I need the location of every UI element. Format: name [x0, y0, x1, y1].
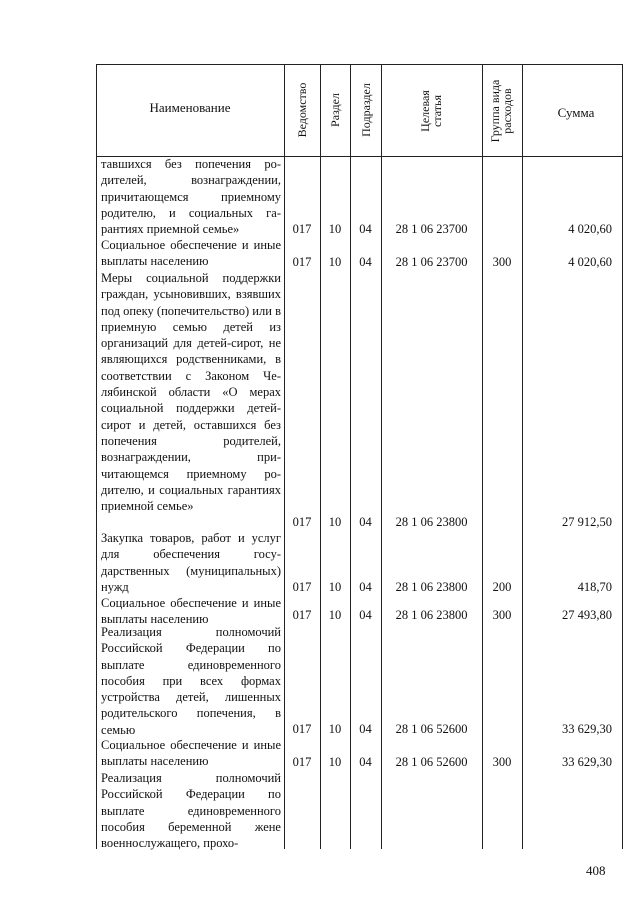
- row-department: 017: [292, 255, 312, 269]
- row-subsection: 04: [359, 608, 372, 622]
- row-sum: 33 629,30: [562, 722, 612, 736]
- row-target: 28 1 06 23700: [395, 222, 468, 236]
- row-section: 10: [328, 255, 342, 269]
- row-target: 28 1 06 23800: [395, 608, 468, 622]
- header-target-line1: Целевая: [418, 90, 432, 132]
- row-group: 200: [492, 580, 512, 594]
- row-subsection: 04: [359, 222, 372, 236]
- row-target: 28 1 06 23800: [395, 580, 468, 594]
- row-section: 10: [328, 222, 342, 236]
- row-name: Реализация полномочий Российской Федерации по выплате единовременного пособия беременной жене военнослужащего, прохо-: [101, 771, 281, 851]
- row-target: 28 1 06 52600: [395, 755, 468, 769]
- row-department: 017: [292, 580, 312, 594]
- row-section: 10: [328, 515, 342, 529]
- header-group: [489, 66, 515, 156]
- row-name: Социальное обеспечение и иные выплаты населению: [101, 596, 281, 627]
- row-target: 28 1 06 23800: [395, 515, 468, 529]
- col-border-5: [482, 64, 483, 849]
- row-name: Меры социальной поддержки граждан, усыновивших, взявших под опеку (попечительство) или в приемную семью детей из организаций для детей-сирот, не являющихся родственниками, в соответствии с Законом Челябинской области «О мерах социальной поддержки детей-сирот и детей, оставшихся без попечения родителей, вознаграждении, причитающемся приемному родителю, и социальных гарантиях приемной семье»: [101, 271, 281, 514]
- col-border-7: [622, 64, 623, 849]
- row-group: 300: [492, 255, 512, 269]
- header-section: [329, 65, 341, 155]
- row-name: Закупка товаров, работ и услуг для обеспечения государственных (муниципальных) нужд: [101, 531, 281, 594]
- row-subsection: 04: [359, 722, 372, 736]
- row-sum: 4 020,60: [568, 222, 612, 236]
- row-name: Реализация полномочий Российской Федерации по выплате единовременного пособия при всех формах устройства детей, лишенных родительского попечения, в семью: [101, 625, 281, 737]
- row-department: 017: [292, 515, 312, 529]
- row-target: 28 1 06 52600: [395, 722, 468, 736]
- header-sum: Сумма: [557, 105, 595, 120]
- row-department: 017: [292, 722, 312, 736]
- row-sum: 4 020,60: [568, 255, 612, 269]
- row-group: 300: [492, 608, 512, 622]
- header-group-line1: Группа вида: [488, 79, 502, 143]
- row-subsection: 04: [359, 515, 372, 529]
- row-sum: 418,70: [577, 580, 612, 594]
- row-section: 10: [328, 755, 342, 769]
- row-department: 017: [292, 222, 312, 236]
- header-subsection-text: Подраздел: [359, 83, 373, 137]
- header-target: [419, 66, 445, 156]
- row-subsection: 04: [359, 755, 372, 769]
- row-section: 10: [328, 580, 342, 594]
- row-name: Социальное обеспечение и иные выплаты населению: [101, 738, 281, 769]
- page-number: 408: [586, 863, 606, 878]
- header-target-line2: статья: [430, 95, 444, 127]
- row-subsection: 04: [359, 255, 372, 269]
- row-section: 10: [328, 722, 342, 736]
- header-subsection: [360, 65, 372, 155]
- col-border-0: [96, 64, 97, 849]
- row-sum: 27 912,50: [562, 515, 612, 529]
- row-sum: 33 629,30: [562, 755, 612, 769]
- header-group-line2: расходов: [500, 88, 514, 134]
- row-subsection: 04: [359, 580, 372, 594]
- row-department: 017: [292, 608, 312, 622]
- row-group: 300: [492, 755, 512, 769]
- row-sum: 27 493,80: [562, 608, 612, 622]
- header-section-text: Раздел: [328, 93, 342, 127]
- row-section: 10: [328, 608, 342, 622]
- header-department-text: Ведомство: [295, 82, 309, 138]
- header-department: [296, 65, 308, 155]
- header-name: Наименование: [149, 100, 231, 115]
- row-name: тавшихся без попечения родителей, вознаграждении, причитающемся приемному родителю, и социальных гарантиях приемной семье»: [101, 157, 281, 237]
- row-department: 017: [292, 755, 312, 769]
- row-name: Социальное обеспечение и иные выплаты населению: [101, 238, 281, 269]
- row-target: 28 1 06 23700: [395, 255, 468, 269]
